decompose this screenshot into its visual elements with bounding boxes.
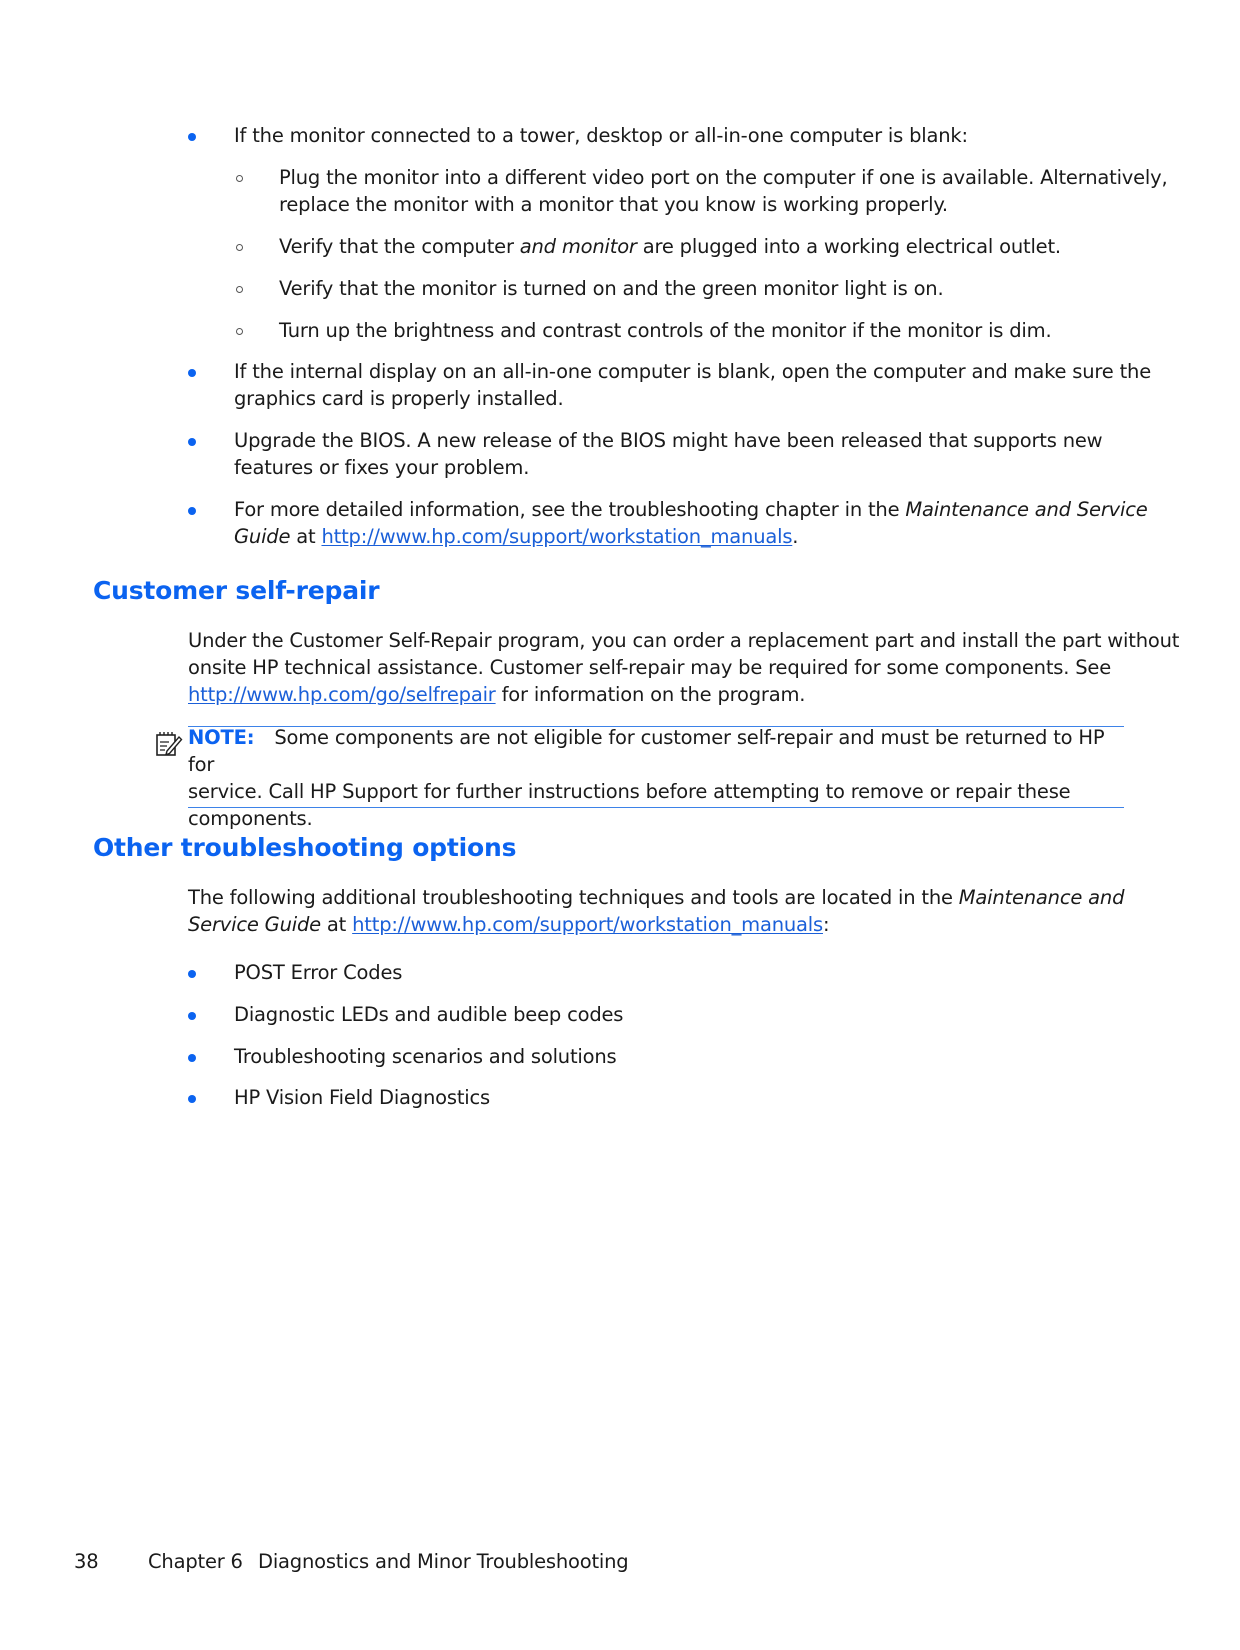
bullet-icon (188, 133, 196, 141)
note-label: NOTE: (188, 726, 255, 749)
sub-item-plug-monitor: Plug the monitor into a different video port on the computer if one is available. Alternatively, replace the monitor with a monitor that you know is working properly. (279, 166, 1168, 216)
sub-bullet-icon (236, 328, 243, 335)
list-item-upgrade-bios: Upgrade the BIOS. A new release of the BIOS might have been released that supports new features or fixes your problem. (234, 429, 1103, 479)
sub-bullet-icon (236, 286, 243, 293)
selfrepair-link[interactable]: http://www.hp.com/go/selfrepair (188, 683, 496, 706)
bullet-icon (188, 1054, 196, 1062)
bullet-icon (188, 1095, 196, 1103)
bullet-icon (188, 369, 196, 377)
bullet-icon (188, 1012, 196, 1020)
list-item-monitor-blank: If the monitor connected to a tower, desktop or all-in-one computer is blank: (234, 124, 968, 147)
list-item-troubleshooting-scenarios: Troubleshooting scenarios and solutions (234, 1045, 617, 1068)
bullet-icon (188, 438, 196, 446)
list-item-more-info: For more detailed information, see the troubleshooting chapter in the Maintenance and Service Guide at http://www.hp.com/support/workstation_manuals. (234, 498, 1148, 548)
sub-item-verify-light: Verify that the monitor is turned on and the green monitor light is on. (279, 277, 944, 300)
list-item-vision-field-diagnostics: HP Vision Field Diagnostics (234, 1086, 490, 1109)
sub-item-verify-outlet: Verify that the computer and monitor are plugged into a working electrical outlet. (279, 235, 1061, 258)
bullet-icon (188, 507, 196, 515)
page-number: 38 (74, 1550, 99, 1573)
footer-chapter: Chapter 6 (148, 1550, 243, 1573)
workstation-manuals-link[interactable]: http://www.hp.com/support/workstation_manuals (321, 525, 793, 548)
sub-bullet-icon (236, 175, 243, 182)
list-item-diagnostic-leds: Diagnostic LEDs and audible beep codes (234, 1003, 624, 1026)
note-text: NOTE: Some components are not eligible for customer self-repair and must be returned to HP for service. Call HP Support for further instructions before attempting to remove or repair these components. (188, 726, 1105, 830)
footer-chapter-title: Diagnostics and Minor Troubleshooting (258, 1550, 629, 1573)
sub-item-brightness: Turn up the brightness and contrast controls of the monitor if the monitor is dim. (279, 319, 1052, 342)
workstation-manuals-link[interactable]: http://www.hp.com/support/workstation_manuals (352, 913, 823, 936)
other-options-intro: The following additional troubleshooting techniques and tools are located in the Maintenance and Service Guide at http://www.hp.com/support/workstation_manuals: (188, 886, 1125, 936)
section-heading-other-options: Other troubleshooting options (93, 833, 517, 862)
note-pencil-icon (155, 730, 183, 758)
note-bottom-rule (188, 807, 1124, 808)
list-item-post-error-codes: POST Error Codes (234, 961, 403, 984)
bullet-icon (188, 970, 196, 978)
sub-bullet-icon (236, 244, 243, 251)
section-heading-customer-self-repair: Customer self-repair (93, 576, 380, 605)
self-repair-paragraph: Under the Customer Self-Repair program, you can order a replacement part and install the part without onsite HP technical assistance. Customer self-repair may be required for some components. See http://www.hp.com/go/selfrepair for information on the program. (188, 629, 1180, 706)
list-item-internal-display: If the internal display on an all-in-one computer is blank, open the computer and make sure the graphics card is properly installed. (234, 360, 1151, 410)
